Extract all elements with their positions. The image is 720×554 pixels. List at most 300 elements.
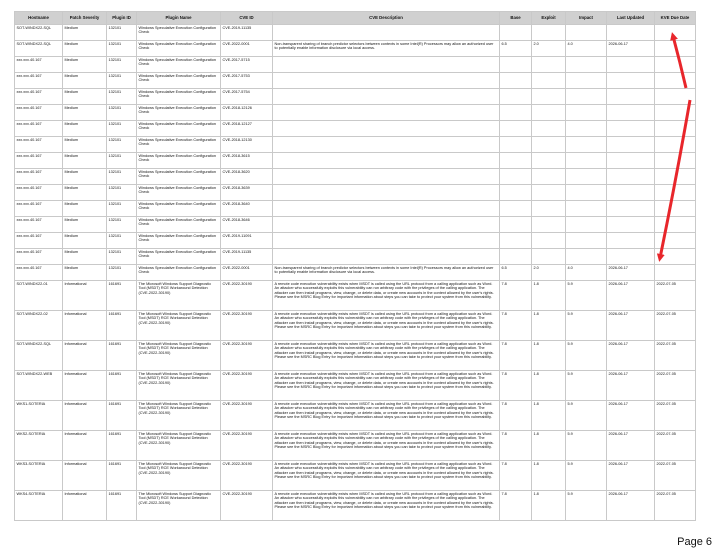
cell-impact — [566, 89, 607, 105]
cell-plugin-name: The Microsoft Windows Support Diagnostic Tool (MSDT) RCE Workaround Detection (CVE-2022-30190) — [137, 341, 221, 371]
cell-kve-due-date — [655, 185, 696, 201]
cell-impact: 5.9 — [566, 281, 607, 311]
cell-patch-severity: Informational — [63, 371, 107, 401]
cell-plugin-name: Windows Speculative Execution Configuration Check — [137, 105, 221, 121]
cell-last-updated — [607, 73, 655, 89]
cell-patch-severity: Medium — [63, 185, 107, 201]
cell-patch-severity: Medium — [63, 201, 107, 217]
cell-impact — [566, 57, 607, 73]
cell-patch-severity: Medium — [63, 265, 107, 281]
cell-plugin-id: 161691 — [107, 311, 137, 341]
table-row — [15, 121, 696, 137]
cell-base — [500, 201, 532, 217]
cell-impact — [566, 185, 607, 201]
cell-cve-description: A remote code execution vulnerability exists when MSDT is called using the URL protocol from a calling application such as Word. An attacker who successfully exploits this vulnerability can run arbitrary code with the privileges of the calling application. The attacker can then install programs, view, change, or delete data, or create new accounts in the context allowed by the user's rights. Please see the MSRC Blog Entry for important information about steps you can take to protect your system from this vulnerability. — [273, 371, 500, 401]
cell-kve-due-date: 2022-07-05 — [655, 371, 696, 401]
cell-plugin-id: 132101 — [107, 73, 137, 89]
cell-cve-id: CVE-2018-12127 — [221, 121, 273, 137]
cell-cve-description — [273, 233, 500, 249]
cell-kve-due-date: 2022-07-05 — [655, 281, 696, 311]
cell-cve-description — [273, 121, 500, 137]
cell-hostname: xxx.xxx.40.167 — [15, 89, 63, 105]
cell-kve-due-date — [655, 105, 696, 121]
table-row — [15, 371, 696, 401]
cell-impact: 5.9 — [566, 341, 607, 371]
cell-base: 6.5 — [500, 41, 532, 57]
cell-plugin-name: The Microsoft Windows Support Diagnostic Tool (MSDT) RCE Workaround Detection (CVE-2022-30190) — [137, 431, 221, 461]
cell-kve-due-date — [655, 201, 696, 217]
header-base: Base — [500, 12, 532, 25]
cell-impact — [566, 169, 607, 185]
cell-base: 7.8 — [500, 491, 532, 521]
cell-base: 7.8 — [500, 431, 532, 461]
cell-plugin-id: 132101 — [107, 57, 137, 73]
cell-cve-description — [273, 185, 500, 201]
cell-cve-description — [273, 169, 500, 185]
cell-patch-severity: Informational — [63, 281, 107, 311]
cell-cve-id: CVE-2018-3640 — [221, 201, 273, 217]
page-number: Page 6 — [677, 536, 712, 548]
cell-hostname: xxx.xxx.40.167 — [15, 121, 63, 137]
cell-kve-due-date — [655, 153, 696, 169]
cell-cve-description: A remote code execution vulnerability exists when MSDT is called using the URL protocol from a calling application such as Word. An attacker who successfully exploits this vulnerability can run arbitrary code with the privileges of the calling application. The attacker can then install programs, view, change, or delete data, or create new accounts in the context allowed by the user's rights. Please see the MSRC Blog Entry for important information about steps you can take to protect your system from this vulnerability. — [273, 491, 500, 521]
cell-last-updated — [607, 57, 655, 73]
cell-hostname: SOT-WINDX22-SQL — [15, 25, 63, 41]
cell-patch-severity: Medium — [63, 41, 107, 57]
cell-base — [500, 89, 532, 105]
cell-cve-description — [273, 105, 500, 121]
table-row — [15, 217, 696, 233]
cell-exploit: 1.8 — [532, 371, 566, 401]
cell-plugin-name: The Microsoft Windows Support Diagnostic Tool (MSDT) RCE Workaround Detection (CVE-2022-30190) — [137, 461, 221, 491]
cell-exploit — [532, 249, 566, 265]
cell-patch-severity: Medium — [63, 121, 107, 137]
cell-impact — [566, 73, 607, 89]
cell-last-updated — [607, 137, 655, 153]
table-row — [15, 73, 696, 89]
cell-cve-id: CVE-2022-30190 — [221, 491, 273, 521]
table-row — [15, 25, 696, 41]
cell-base: 6.5 — [500, 265, 532, 281]
cell-cve-id: CVE-2019-11135 — [221, 249, 273, 265]
cell-exploit: 1.8 — [532, 401, 566, 431]
cell-exploit — [532, 185, 566, 201]
table-row — [15, 201, 696, 217]
table-row — [15, 137, 696, 153]
cell-last-updated — [607, 249, 655, 265]
cell-hostname: SOT-WINDX22-SQL — [15, 341, 63, 371]
cell-last-updated: 2026-06-17 — [607, 265, 655, 281]
cell-cve-id: CVE-2022-0001 — [221, 41, 273, 57]
cell-plugin-id: 132101 — [107, 89, 137, 105]
cell-exploit: 1.8 — [532, 491, 566, 521]
cell-base: 7.8 — [500, 461, 532, 491]
cell-kve-due-date — [655, 57, 696, 73]
table-row — [15, 57, 696, 73]
cell-cve-description — [273, 201, 500, 217]
header-cve-id: CVE ID — [221, 12, 273, 25]
cell-hostname: xxx.xxx.40.167 — [15, 265, 63, 281]
table-row — [15, 491, 696, 521]
cell-plugin-name: Windows Speculative Execution Configuration Check — [137, 169, 221, 185]
cell-cve-id: CVE-2022-30190 — [221, 371, 273, 401]
cell-patch-severity: Medium — [63, 169, 107, 185]
header-hostname: Hostname — [15, 12, 63, 25]
table-row — [15, 281, 696, 311]
cell-last-updated — [607, 25, 655, 41]
cell-cve-id: CVE-2018-3646 — [221, 217, 273, 233]
cell-exploit — [532, 105, 566, 121]
cell-base — [500, 249, 532, 265]
table-row — [15, 41, 696, 57]
cell-exploit — [532, 153, 566, 169]
cell-cve-id: CVE-2017-5753 — [221, 73, 273, 89]
cell-exploit: 1.8 — [532, 311, 566, 341]
cell-kve-due-date — [655, 25, 696, 41]
report-page — [14, 11, 695, 521]
cell-hostname: SOT-WINDX22-01 — [15, 281, 63, 311]
cell-plugin-id: 161691 — [107, 341, 137, 371]
cell-hostname: WKS2-SOTERIA — [15, 431, 63, 461]
cell-patch-severity: Medium — [63, 137, 107, 153]
cell-patch-severity: Medium — [63, 89, 107, 105]
cell-last-updated — [607, 201, 655, 217]
cell-kve-due-date — [655, 265, 696, 281]
cell-base — [500, 233, 532, 249]
cell-exploit: 1.8 — [532, 281, 566, 311]
cell-plugin-name: Windows Speculative Execution Configuration Check — [137, 25, 221, 41]
cell-patch-severity: Medium — [63, 217, 107, 233]
header-cve-description: CVE Description — [273, 12, 500, 25]
cell-last-updated — [607, 217, 655, 233]
cell-impact: 5.9 — [566, 311, 607, 341]
header-plugin-id: Plugin ID — [107, 12, 137, 25]
table-row — [15, 249, 696, 265]
cell-plugin-name: The Microsoft Windows Support Diagnostic Tool (MSDT) RCE Workaround Detection (CVE-2022-30190) — [137, 371, 221, 401]
cell-exploit — [532, 57, 566, 73]
cell-cve-id: CVE-2018-3615 — [221, 153, 273, 169]
cell-cve-id: CVE-2017-5715 — [221, 57, 273, 73]
cell-cve-description: A remote code execution vulnerability exists when MSDT is called using the URL protocol from a calling application such as Word. An attacker who successfully exploits this vulnerability can run arbitrary code with the privileges of the calling application. The attacker can then install programs, view, change, or delete data, or create new accounts in the context allowed by the user's rights. Please see the MSRC Blog Entry for important information about steps you can take to protect your system from this vulnerability. — [273, 281, 500, 311]
cell-exploit — [532, 217, 566, 233]
cell-plugin-name: Windows Speculative Execution Configuration Check — [137, 137, 221, 153]
cell-patch-severity: Informational — [63, 401, 107, 431]
cell-hostname: xxx.xxx.40.167 — [15, 249, 63, 265]
cell-impact — [566, 153, 607, 169]
cell-plugin-name: Windows Speculative Execution Configuration Check — [137, 57, 221, 73]
cell-kve-due-date: 2022-07-05 — [655, 401, 696, 431]
cell-kve-due-date — [655, 233, 696, 249]
cell-last-updated: 2026-06-17 — [607, 431, 655, 461]
cell-base: 7.8 — [500, 281, 532, 311]
cell-last-updated: 2026-06-17 — [607, 461, 655, 491]
cell-last-updated — [607, 105, 655, 121]
header-plugin-name: Plugin Name — [137, 12, 221, 25]
cell-impact — [566, 249, 607, 265]
cell-cve-description — [273, 249, 500, 265]
cell-cve-description: Non-transparent sharing of branch predictor selectors between contexts in some Intel(R) Processors may allow an authorized user to potentially enable information disclosure via local access. — [273, 41, 500, 57]
header-row — [15, 12, 696, 25]
cell-impact — [566, 233, 607, 249]
header-patch-severity: Patch Severity — [63, 12, 107, 25]
cell-last-updated — [607, 169, 655, 185]
cell-plugin-id: 132101 — [107, 201, 137, 217]
cell-exploit — [532, 169, 566, 185]
cell-plugin-id: 132101 — [107, 105, 137, 121]
cell-base — [500, 25, 532, 41]
cell-kve-due-date: 2022-07-05 — [655, 341, 696, 371]
cell-impact — [566, 25, 607, 41]
cell-impact — [566, 105, 607, 121]
cell-plugin-id: 132101 — [107, 233, 137, 249]
cell-last-updated — [607, 233, 655, 249]
cell-base — [500, 121, 532, 137]
cell-base: 7.8 — [500, 341, 532, 371]
cell-hostname: SOT-WINDX22-02 — [15, 311, 63, 341]
cell-patch-severity: Medium — [63, 73, 107, 89]
cell-base — [500, 105, 532, 121]
cell-kve-due-date — [655, 137, 696, 153]
cell-kve-due-date — [655, 169, 696, 185]
cell-plugin-id: 132101 — [107, 137, 137, 153]
cell-kve-due-date: 2022-07-05 — [655, 431, 696, 461]
cell-plugin-id: 161691 — [107, 401, 137, 431]
cell-last-updated — [607, 121, 655, 137]
cell-exploit — [532, 233, 566, 249]
cell-kve-due-date — [655, 249, 696, 265]
cell-last-updated: 2026-06-17 — [607, 311, 655, 341]
cell-cve-description: A remote code execution vulnerability exists when MSDT is called using the URL protocol from a calling application such as Word. An attacker who successfully exploits this vulnerability can run arbitrary code with the privileges of the calling application. The attacker can then install programs, view, change, or delete data, or create new accounts in the context allowed by the user's rights. Please see the MSRC Blog Entry for important information about steps you can take to protect your system from this vulnerability. — [273, 401, 500, 431]
cell-patch-severity: Informational — [63, 461, 107, 491]
cell-hostname: xxx.xxx.40.167 — [15, 169, 63, 185]
table-row — [15, 169, 696, 185]
cell-last-updated — [607, 153, 655, 169]
cell-hostname: xxx.xxx.40.167 — [15, 201, 63, 217]
header-last-updated: Last Updated — [607, 12, 655, 25]
cell-patch-severity: Informational — [63, 491, 107, 521]
cell-exploit — [532, 121, 566, 137]
cell-plugin-id: 161691 — [107, 371, 137, 401]
cell-hostname: WKS3-SOTERIA — [15, 461, 63, 491]
cell-kve-due-date — [655, 73, 696, 89]
table-row — [15, 265, 696, 281]
cell-kve-due-date: 2022-07-05 — [655, 491, 696, 521]
cell-cve-id: CVE-2019-11135 — [221, 25, 273, 41]
cell-plugin-id: 132101 — [107, 217, 137, 233]
cell-last-updated: 2026-06-17 — [607, 341, 655, 371]
cell-plugin-name: Windows Speculative Execution Configuration Check — [137, 217, 221, 233]
cell-impact: 5.9 — [566, 431, 607, 461]
cell-cve-description: A remote code execution vulnerability exists when MSDT is called using the URL protocol from a calling application such as Word. An attacker who successfully exploits this vulnerability can run arbitrary code with the privileges of the calling application. The attacker can then install programs, view, change, or delete data, or create new accounts in the context allowed by the user's rights. Please see the MSRC Blog Entry for important information about steps you can take to protect your system from this vulnerability. — [273, 311, 500, 341]
cell-plugin-id: 132101 — [107, 153, 137, 169]
cell-cve-id: CVE-2018-3620 — [221, 169, 273, 185]
table-row — [15, 153, 696, 169]
cell-hostname: xxx.xxx.40.167 — [15, 137, 63, 153]
cell-hostname: WKS1-SOTERIA — [15, 401, 63, 431]
cell-hostname: xxx.xxx.40.167 — [15, 57, 63, 73]
cell-base — [500, 217, 532, 233]
header-kve-due-date: KVE Due Date — [655, 12, 696, 25]
cell-exploit — [532, 201, 566, 217]
cell-cve-description: A remote code execution vulnerability exists when MSDT is called using the URL protocol from a calling application such as Word. An attacker who successfully exploits this vulnerability can run arbitrary code with the privileges of the calling application. The attacker can then install programs, view, change, or delete data, or create new accounts in the context allowed by the user's rights. Please see the MSRC Blog Entry for important information about steps you can take to protect your system from this vulnerability. — [273, 431, 500, 461]
cell-cve-id: CVE-2022-0001 — [221, 265, 273, 281]
cell-base — [500, 73, 532, 89]
cell-plugin-name: The Microsoft Windows Support Diagnostic Tool (MSDT) RCE Workaround Detection (CVE-2022-30190) — [137, 401, 221, 431]
cell-base — [500, 169, 532, 185]
table-row — [15, 431, 696, 461]
cell-plugin-name: Windows Speculative Execution Configuration Check — [137, 153, 221, 169]
cell-impact — [566, 201, 607, 217]
table-row — [15, 185, 696, 201]
cell-cve-description — [273, 153, 500, 169]
cell-kve-due-date — [655, 121, 696, 137]
cell-plugin-name: Windows Speculative Execution Configuration Check — [137, 185, 221, 201]
cell-base — [500, 153, 532, 169]
cell-cve-description: A remote code execution vulnerability exists when MSDT is called using the URL protocol from a calling application such as Word. An attacker who successfully exploits this vulnerability can run arbitrary code with the privileges of the calling application. The attacker can then install programs, view, change, or delete data, or create new accounts in the context allowed by the user's rights. Please see the MSRC Blog Entry for important information about steps you can take to protect your system from this vulnerability. — [273, 461, 500, 491]
cell-patch-severity: Medium — [63, 249, 107, 265]
cell-cve-description — [273, 57, 500, 73]
cell-plugin-id: 161691 — [107, 461, 137, 491]
cell-plugin-name: Windows Speculative Execution Configuration Check — [137, 121, 221, 137]
cell-cve-id: CVE-2022-30190 — [221, 461, 273, 491]
cell-plugin-name: Windows Speculative Execution Configuration Check — [137, 41, 221, 57]
cell-plugin-id: 132101 — [107, 265, 137, 281]
cell-kve-due-date: 2022-07-05 — [655, 461, 696, 491]
cell-cve-description — [273, 217, 500, 233]
cell-plugin-id: 132101 — [107, 121, 137, 137]
cell-impact: 5.9 — [566, 401, 607, 431]
table-row — [15, 233, 696, 249]
cell-exploit — [532, 137, 566, 153]
cell-last-updated — [607, 185, 655, 201]
cell-base — [500, 57, 532, 73]
cell-plugin-name: Windows Speculative Execution Configuration Check — [137, 249, 221, 265]
cell-impact — [566, 137, 607, 153]
cell-cve-description — [273, 25, 500, 41]
cell-impact: 5.9 — [566, 491, 607, 521]
cell-patch-severity: Informational — [63, 341, 107, 371]
cell-plugin-id: 132101 — [107, 41, 137, 57]
cell-patch-severity: Medium — [63, 233, 107, 249]
cell-cve-id: CVE-2022-30190 — [221, 401, 273, 431]
cell-hostname: xxx.xxx.40.167 — [15, 153, 63, 169]
table-row — [15, 105, 696, 121]
cell-hostname: xxx.xxx.40.167 — [15, 73, 63, 89]
cell-cve-id: CVE-2022-30190 — [221, 431, 273, 461]
cell-impact — [566, 217, 607, 233]
cell-plugin-name: Windows Speculative Execution Configuration Check — [137, 89, 221, 105]
cell-hostname: xxx.xxx.40.167 — [15, 185, 63, 201]
cell-hostname: xxx.xxx.40.167 — [15, 105, 63, 121]
cell-cve-id: CVE-2022-30190 — [221, 341, 273, 371]
header-impact: Impact — [566, 12, 607, 25]
cell-plugin-name: Windows Speculative Execution Configuration Check — [137, 201, 221, 217]
cell-base: 7.8 — [500, 311, 532, 341]
cell-cve-id: CVE-2018-12130 — [221, 137, 273, 153]
cell-kve-due-date — [655, 89, 696, 105]
table-row — [15, 401, 696, 431]
cell-impact — [566, 121, 607, 137]
cell-base: 7.8 — [500, 371, 532, 401]
cell-exploit: 1.8 — [532, 431, 566, 461]
table-row — [15, 89, 696, 105]
cell-plugin-id: 161691 — [107, 491, 137, 521]
cell-cve-id: CVE-2022-30190 — [221, 281, 273, 311]
cell-base — [500, 185, 532, 201]
cell-base: 7.8 — [500, 401, 532, 431]
cell-hostname: SOT-WINDX22-WEB — [15, 371, 63, 401]
cell-cve-id: CVE-2022-30190 — [221, 311, 273, 341]
cell-cve-description — [273, 89, 500, 105]
cell-impact: 5.9 — [566, 371, 607, 401]
cell-impact: 4.0 — [566, 41, 607, 57]
cell-plugin-id: 132101 — [107, 185, 137, 201]
cell-last-updated: 2026-06-17 — [607, 281, 655, 311]
cell-kve-due-date: 2022-07-05 — [655, 311, 696, 341]
cell-hostname: WKS4-SOTERIA — [15, 491, 63, 521]
cell-cve-id: CVE-2017-5754 — [221, 89, 273, 105]
cell-plugin-name: Windows Speculative Execution Configuration Check — [137, 233, 221, 249]
cell-impact: 5.9 — [566, 461, 607, 491]
cell-last-updated: 2026-06-17 — [607, 401, 655, 431]
header-exploit: Exploit — [532, 12, 566, 25]
cell-cve-description: A remote code execution vulnerability exists when MSDT is called using the URL protocol from a calling application such as Word. An attacker who successfully exploits this vulnerability can run arbitrary code with the privileges of the calling application. The attacker can then install programs, view, change, or delete data, or create new accounts in the context allowed by the user's rights. Please see the MSRC Blog Entry for important information about steps you can take to protect your system from this vulnerability. — [273, 341, 500, 371]
cell-exploit: 1.8 — [532, 341, 566, 371]
cell-exploit — [532, 89, 566, 105]
cell-hostname: SOT-WINDX22-SQL — [15, 41, 63, 57]
cell-exploit: 1.8 — [532, 461, 566, 491]
cell-plugin-name: The Microsoft Windows Support Diagnostic Tool (MSDT) RCE Workaround Detection (CVE-2022-30190) — [137, 311, 221, 341]
vulnerability-table — [14, 11, 696, 521]
cell-plugin-name: The Microsoft Windows Support Diagnostic Tool (MSDT) RCE Workaround Detection (CVE-2022-30190) — [137, 281, 221, 311]
cell-plugin-name: The Microsoft Windows Support Diagnostic Tool (MSDT) RCE Workaround Detection (CVE-2022-30190) — [137, 491, 221, 521]
table-row — [15, 461, 696, 491]
cell-hostname: xxx.xxx.40.167 — [15, 233, 63, 249]
table-row — [15, 341, 696, 371]
cell-plugin-name: Windows Speculative Execution Configuration Check — [137, 265, 221, 281]
cell-plugin-id: 132101 — [107, 249, 137, 265]
cell-kve-due-date — [655, 41, 696, 57]
cell-cve-description: Non-transparent sharing of branch predictor selectors between contexts in some Intel(R) Processors may allow an authorized user to potentially enable information disclosure via local access. — [273, 265, 500, 281]
cell-patch-severity: Medium — [63, 105, 107, 121]
table-row — [15, 311, 696, 341]
cell-last-updated — [607, 89, 655, 105]
cell-exploit: 2.0 — [532, 265, 566, 281]
cell-patch-severity: Informational — [63, 431, 107, 461]
cell-cve-id: CVE-2018-3639 — [221, 185, 273, 201]
cell-last-updated: 2026-06-17 — [607, 41, 655, 57]
cell-exploit: 2.0 — [532, 41, 566, 57]
cell-plugin-id: 132101 — [107, 25, 137, 41]
cell-patch-severity: Medium — [63, 57, 107, 73]
cell-plugin-id: 132101 — [107, 169, 137, 185]
cell-plugin-id: 161691 — [107, 281, 137, 311]
cell-cve-id: CVE-2019-11091 — [221, 233, 273, 249]
cell-kve-due-date — [655, 217, 696, 233]
cell-plugin-id: 161691 — [107, 431, 137, 461]
table-body — [15, 25, 696, 521]
cell-base — [500, 137, 532, 153]
cell-last-updated: 2026-06-17 — [607, 491, 655, 521]
cell-patch-severity: Informational — [63, 311, 107, 341]
cell-impact: 4.0 — [566, 265, 607, 281]
cell-plugin-name: Windows Speculative Execution Configuration Check — [137, 73, 221, 89]
cell-cve-description — [273, 73, 500, 89]
cell-patch-severity: Medium — [63, 153, 107, 169]
cell-exploit — [532, 73, 566, 89]
cell-exploit — [532, 25, 566, 41]
cell-patch-severity: Medium — [63, 25, 107, 41]
